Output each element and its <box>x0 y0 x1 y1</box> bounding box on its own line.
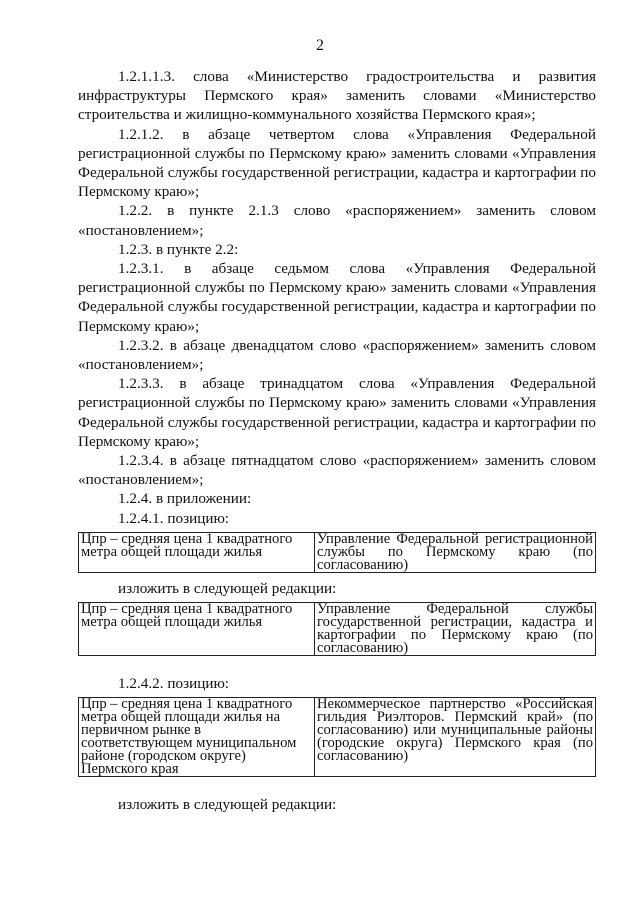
label-edit-instruction-1: изложить в следующей редакции: <box>118 579 337 597</box>
paragraph-1-2-1-1-3-first-line: 1.2.1.1.3. слова «Министерство градостроительства и развития <box>118 68 596 85</box>
paragraph-1-2-4: 1.2.4. в приложении: <box>118 490 252 508</box>
paragraph-1-2-3-2-first-line: 1.2.3.2. в абзаце двенадцатом слово «распоряжением» заменить словом <box>118 336 596 354</box>
table-row <box>79 603 596 656</box>
table-cell-source: Управление Федеральной регистрационной службы по Пермскому краю (по согласованию) <box>315 532 596 572</box>
paragraph-1-2-3-1-continuation: регистрационной службы по Пермскому краю» заменить словами «Управления Федеральной службы государственной регистрации, кадастра и картографии по Пермскому краю»; <box>78 279 596 335</box>
paragraph-1-2-1-2-continuation: регистрационной службы по Пермскому краю» заменить словами «Управления Федеральной службы государственной регистрации, кадастра и картографии по Пермскому краю»; <box>78 144 596 201</box>
table-cell-source: Управление Федеральной службы государственной регистрации, кадастра и картографии по Пермскому краю (по согласованию) <box>315 603 596 656</box>
paragraph-1-2-2-first-line: 1.2.2. в пункте 2.1.3 слово «распоряжением» заменить словом <box>118 202 596 220</box>
table-position-old-2 <box>78 697 596 777</box>
page-number: 2 <box>316 37 324 54</box>
paragraph-1-2-3-4-first-line: 1.2.3.4. в абзаце пятнадцатом слово «распоряжением» заменить словом <box>118 452 596 470</box>
paragraph-1-2-2-continuation: «постановлением»; <box>78 221 204 239</box>
table-row <box>79 532 596 572</box>
paragraph-1-2-3-4-continuation: «постановлением»; <box>78 471 204 489</box>
table-position-old-1 <box>78 532 596 573</box>
table-cell-indicator: Цпр – средняя цена 1 квадратного метра общей площади жилья <box>79 532 315 572</box>
table-row <box>79 698 596 777</box>
paragraph-1-2-3-1-first-line: 1.2.3.1. в абзаце седьмом слова «Управления Федеральной <box>118 260 596 278</box>
paragraph-1-2-3: 1.2.3. в пункте 2.2: <box>118 240 239 258</box>
table-position-new-1 <box>78 602 596 656</box>
paragraph-1-2-4-2: 1.2.4.2. позицию: <box>118 675 230 693</box>
paragraph-1-2-1-2-first-line: 1.2.1.2. в абзаце четвертом слова «Управления Федеральной <box>118 125 596 143</box>
table-cell-source: Некоммерческое партнерство «Российская гильдия Риэлторов. Пермский край» (по согласованию) или муниципальные районы (городские округа) Пермского края (по согласованию) <box>315 698 596 777</box>
paragraph-1-2-4-1: 1.2.4.1. позицию: <box>118 509 230 527</box>
label-edit-instruction-2: изложить в следующей редакции: <box>118 796 337 814</box>
paragraph-1-2-1-1-3-continuation: инфраструктуры Пермского края» заменить словами «Министерство строительства и жилищно-коммунального хозяйства Пермского края»; <box>78 87 596 124</box>
document-body <box>78 67 596 814</box>
paragraph-1-2-3-3-continuation: регистрационной службы по Пермскому краю» заменить словами «Управления Федеральной службы государственной регистрации, кадастра и картографии по Пермскому краю»; <box>78 394 596 450</box>
table-cell-indicator: Цпр – средняя цена 1 квадратного метра общей площади жилья <box>79 603 315 656</box>
paragraph-1-2-3-2-continuation: «постановлением»; <box>78 356 204 374</box>
table-cell-indicator: Цпр – средняя цена 1 квадратного метра общей площади жилья на первичном рынке в соответствующем муниципальном районе (городском округе) Пермского края <box>79 698 315 777</box>
paragraph-1-2-3-3-first-line: 1.2.3.3. в абзаце тринадцатом слова «Управления Федеральной <box>118 375 596 393</box>
